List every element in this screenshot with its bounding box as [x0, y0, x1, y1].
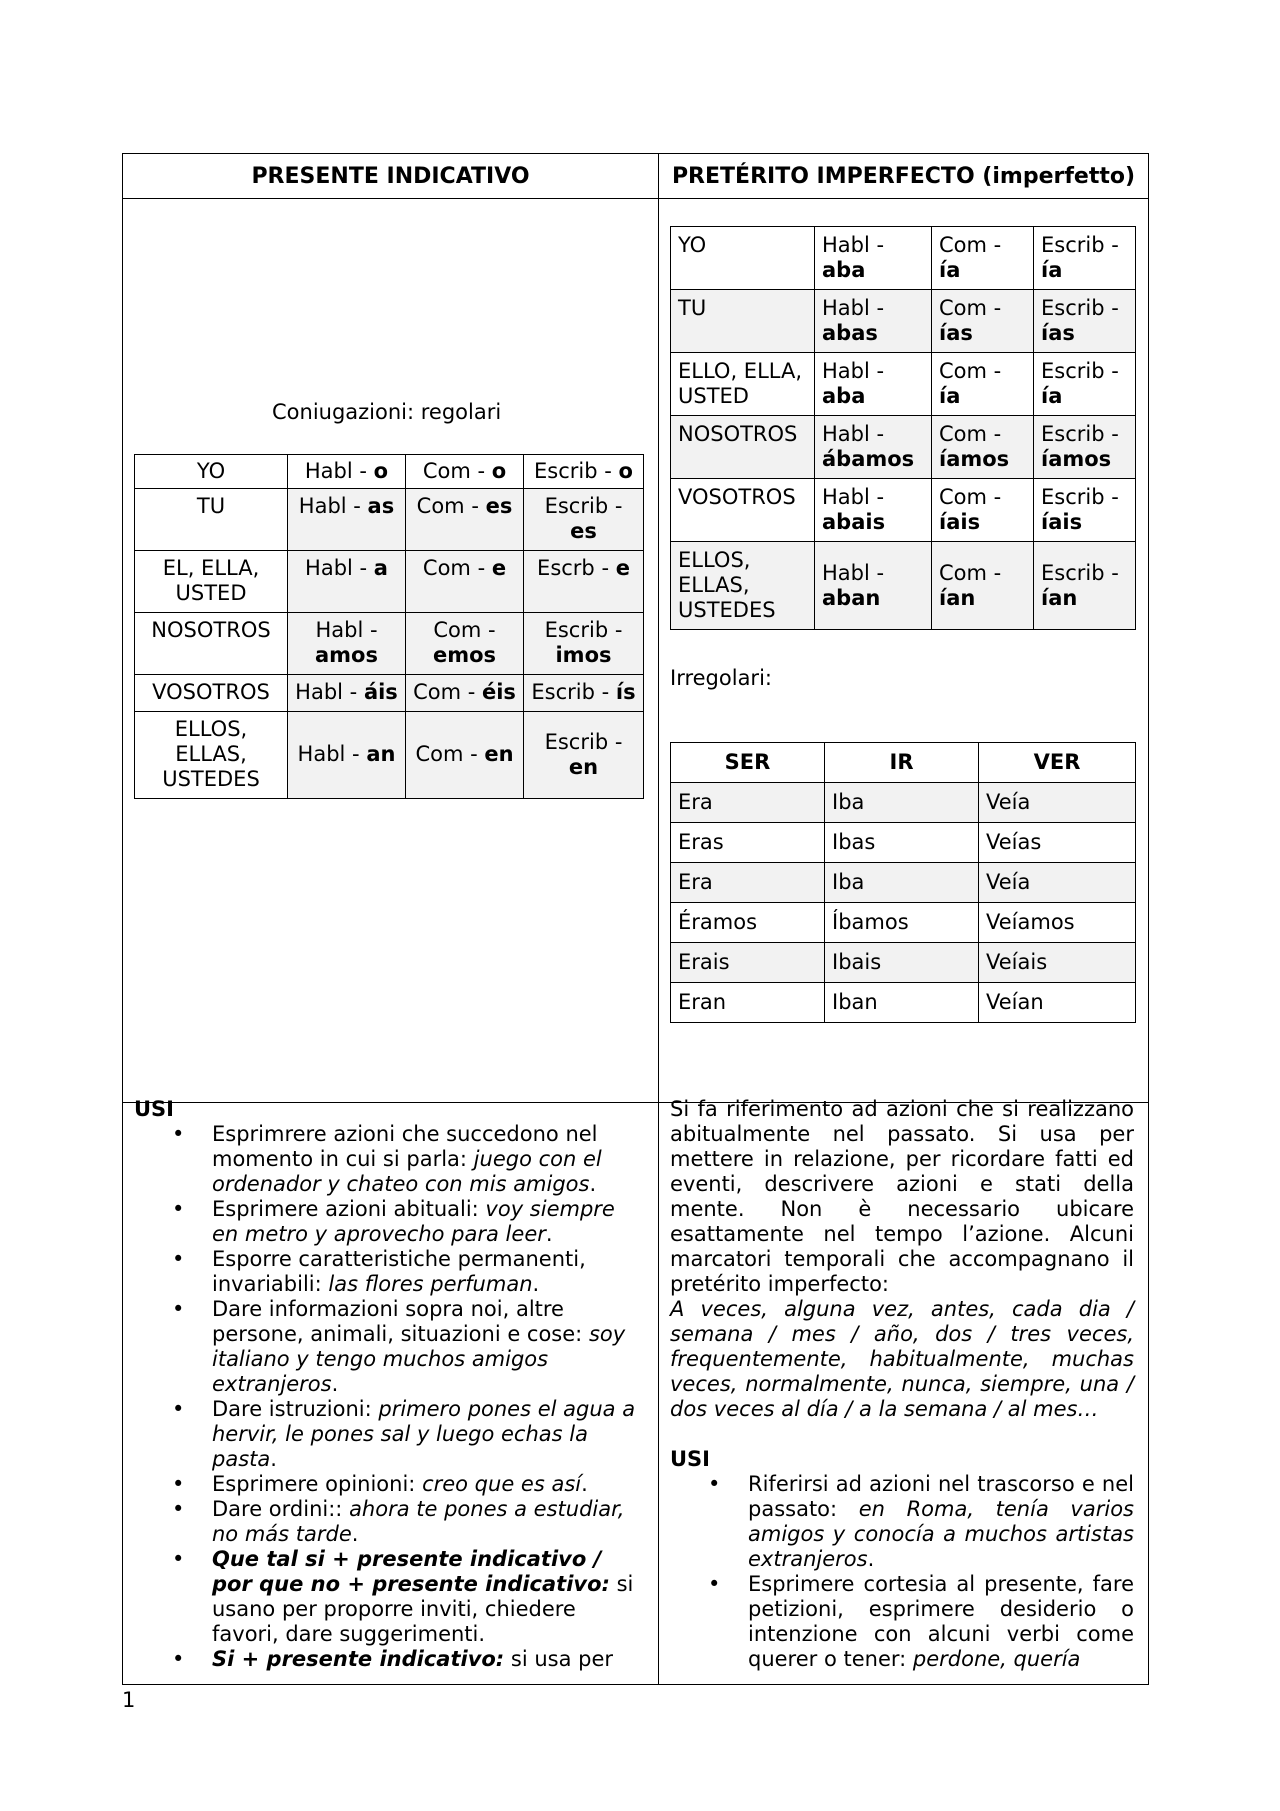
- verb-cell: Com - ías: [932, 290, 1034, 353]
- verb-cell: Com - ía: [932, 353, 1034, 416]
- table-cell: Eran: [671, 983, 825, 1023]
- table-row: [671, 353, 1136, 416]
- person-cell: ELLOS, ELLAS, USTEDES: [671, 542, 815, 630]
- usage-text: Esprimere azioni abituali:: [212, 1197, 486, 1221]
- verb-cell: Escrib - íais: [1034, 479, 1136, 542]
- verb-cell: Habl - aba: [815, 227, 932, 290]
- table-row: [671, 542, 1136, 630]
- table-cell: Ibas: [825, 823, 979, 863]
- column-header: VER: [979, 743, 1136, 783]
- column-header: SER: [671, 743, 825, 783]
- verb-cell: Com - o: [406, 455, 524, 489]
- person-cell: NOSOTROS: [135, 613, 288, 675]
- irregular-verbs-table: [670, 742, 1136, 1023]
- usage-item: [134, 1547, 644, 1647]
- usage-text: primero pones el agua a hervir, le pones sal y luego echas la pasta: [212, 1397, 636, 1471]
- verb-cell: Com - íamos: [932, 416, 1034, 479]
- table-row: [135, 712, 644, 799]
- table-cell: Veía: [979, 863, 1136, 903]
- table-cell: Iban: [825, 983, 979, 1023]
- table-row: [135, 551, 644, 613]
- person-cell: ELLO, ELLA, USTED: [671, 353, 815, 416]
- usage-text: si usa per: [504, 1647, 614, 1671]
- verb-cell: Escrib - ían: [1034, 542, 1136, 630]
- verb-cell: Com - ía: [932, 227, 1034, 290]
- usage-text: Esprimere opinioni:: [212, 1472, 423, 1496]
- table-row: [671, 823, 1136, 863]
- usage-item: [670, 1572, 1134, 1672]
- usage-list: [134, 1122, 644, 1672]
- usage-item: [134, 1297, 644, 1397]
- usage-item: [134, 1497, 644, 1547]
- usage-text: perdone, quería: [912, 1647, 1081, 1671]
- page-number: 1: [122, 1688, 136, 1712]
- table-row: [671, 983, 1136, 1023]
- usage-text: .: [331, 1372, 339, 1396]
- table-row: [135, 489, 644, 551]
- table-row: [671, 863, 1136, 903]
- verb-cell: Com - íais: [932, 479, 1034, 542]
- verb-cell: Escrb - e: [524, 551, 644, 613]
- verb-cell: Escrib - o: [524, 455, 644, 489]
- verb-cell: Habl - áis: [288, 675, 406, 712]
- table-cell: Era: [671, 863, 825, 903]
- verb-cell: Escrib - íamos: [1034, 416, 1136, 479]
- verb-cell: Com - es: [406, 489, 524, 551]
- table-cell: Erais: [671, 943, 825, 983]
- usage-text: Dare ordini::: [212, 1497, 350, 1521]
- person-cell: YO: [135, 455, 288, 489]
- imperfecto-usage-section: [670, 1097, 1134, 1672]
- usage-title: USI: [670, 1447, 710, 1471]
- verb-cell: Habl - abais: [815, 479, 932, 542]
- table-cell: Veían: [979, 983, 1136, 1023]
- presente-usage-section: [134, 1097, 644, 1672]
- table-cell: Veías: [979, 823, 1136, 863]
- verb-cell: Escrib - imos: [524, 613, 644, 675]
- verb-cell: Escrib - ías: [1034, 290, 1136, 353]
- usage-text: Riferirsi ad azioni nel trascorso e nel passato:: [748, 1472, 1134, 1521]
- usage-text: Esprimrere azioni che succedono nel momento in cui si parla:: [212, 1122, 598, 1171]
- table-row: [671, 943, 1136, 983]
- verb-cell: Habl - abas: [815, 290, 932, 353]
- verb-cell: Escrib - en: [524, 712, 644, 799]
- table-cell: Veía: [979, 783, 1136, 823]
- usage-title: USI: [134, 1097, 174, 1121]
- presente-conjugation-table: [134, 454, 644, 799]
- table-cell: Éramos: [671, 903, 825, 943]
- table-cell: Eras: [671, 823, 825, 863]
- usage-text: creo que es así: [422, 1472, 582, 1496]
- table-header-row: [671, 743, 1136, 783]
- verb-cell: Com - éis: [406, 675, 524, 712]
- usage-text: .: [270, 1447, 277, 1471]
- table-cell: Iba: [825, 863, 979, 903]
- table-row: [671, 783, 1136, 823]
- usage-item: [134, 1197, 644, 1247]
- usage-text: Dare istruzioni:: [212, 1397, 379, 1421]
- usage-item: [134, 1247, 644, 1297]
- usage-text: si usano per proporre inviti, chiedere favori, dare suggerimenti.: [212, 1572, 634, 1646]
- table-row: [135, 455, 644, 489]
- usage-text: en Roma, tenía varios amigos y conocía a muchos artistas extranjeros: [748, 1497, 1134, 1571]
- verb-cell: Com - e: [406, 551, 524, 613]
- table-row: [135, 675, 644, 712]
- usage-item: [670, 1472, 1134, 1572]
- header-presente: PRESENTE INDICATIVO: [123, 154, 659, 199]
- usage-text: Que tal si + presente indicativo / por que no + presente indicativo:: [212, 1547, 610, 1596]
- usage-item: [134, 1122, 644, 1197]
- usage-text: voy siempre en metro y aprovecho para leer: [212, 1197, 615, 1246]
- irregular-verbs-label: Irregolari:: [670, 666, 772, 690]
- verb-cell: Com - ían: [932, 542, 1034, 630]
- verb-cell: Escrib - ía: [1034, 227, 1136, 290]
- verb-cell: Escrib - es: [524, 489, 644, 551]
- verb-cell: Com - emos: [406, 613, 524, 675]
- table-row: [135, 613, 644, 675]
- verb-cell: Habl - o: [288, 455, 406, 489]
- spacer: [670, 1422, 1134, 1447]
- table-cell: Veíamos: [979, 903, 1136, 943]
- usage-text: soy italiano y tengo muchos amigos extranjeros: [212, 1322, 626, 1396]
- table-row: [671, 290, 1136, 353]
- usage-text: las flores perfuman: [328, 1272, 533, 1296]
- verb-cell: Habl - ábamos: [815, 416, 932, 479]
- usage-item: [134, 1397, 644, 1472]
- person-cell: EL, ELLA, USTED: [135, 551, 288, 613]
- verb-cell: Com - en: [406, 712, 524, 799]
- table-row: [671, 903, 1136, 943]
- verb-cell: Habl - aban: [815, 542, 932, 630]
- table-cell: Ibais: [825, 943, 979, 983]
- verb-cell: Habl - amos: [288, 613, 406, 675]
- usage-text: .: [351, 1522, 359, 1546]
- person-cell: VOSOTROS: [135, 675, 288, 712]
- imperfecto-conjugation-table: [670, 226, 1136, 630]
- person-cell: VOSOTROS: [671, 479, 815, 542]
- person-cell: NOSOTROS: [671, 416, 815, 479]
- usage-text: .: [581, 1472, 588, 1496]
- usage-text: .: [532, 1272, 540, 1296]
- usage-item: [134, 1472, 644, 1497]
- table-cell: Íbamos: [825, 903, 979, 943]
- table-row: [671, 479, 1136, 542]
- usage-text: Esprimere cortesia al presente, fare petizioni, esprimere desiderio o intenzione con alcuni verbi come querer o tener:: [748, 1572, 1134, 1671]
- usage-list: [670, 1472, 1134, 1672]
- imperfecto-intro: Si fa riferimento ad azioni che si realizzano abitualmente nel passato. Si usa per mettere in relazione, per ricordare fatti ed eventi, descrivere azioni e stati della mente. Non è necessario ubicare esattamente nel tempo l’azione. Alcuni marcatori temporali che accompagnano il pretérito imperfecto:: [670, 1097, 1134, 1296]
- time-markers: A veces, alguna vez, antes, cada dia / semana / mes / año, dos / tres veces, frequentemente, habitualmente, muchas veces, normalmente, nunca, siempre, una / dos veces al día / a la semana / al mes…: [670, 1297, 1134, 1421]
- table-cell: Veíais: [979, 943, 1136, 983]
- column-header: IR: [825, 743, 979, 783]
- person-cell: YO: [671, 227, 815, 290]
- person-cell: TU: [135, 489, 288, 551]
- regular-conjugations-label: Coniugazioni: regolari: [272, 400, 502, 424]
- verb-cell: Escrib - ís: [524, 675, 644, 712]
- usage-text: Esporre caratteristiche permanenti, invariabili:: [212, 1247, 586, 1296]
- table-cell: Iba: [825, 783, 979, 823]
- usage-text: ahora te pones a estudiar, no más tarde: [212, 1497, 625, 1546]
- table-row: [671, 416, 1136, 479]
- verb-cell: Habl - as: [288, 489, 406, 551]
- table-cell: Era: [671, 783, 825, 823]
- verb-cell: Habl - aba: [815, 353, 932, 416]
- verb-cell: Escrib - ía: [1034, 353, 1136, 416]
- header-imperfecto: PRETÉRITO IMPERFECTO (imperfetto): [659, 154, 1149, 199]
- usage-text: Dare informazioni sopra noi, altre persone, animali, situazioni e cose:: [212, 1297, 589, 1346]
- verb-cell: Habl - an: [288, 712, 406, 799]
- usage-text: .: [867, 1547, 875, 1571]
- person-cell: TU: [671, 290, 815, 353]
- usage-text: .: [589, 1172, 597, 1196]
- verb-cell: Habl - a: [288, 551, 406, 613]
- person-cell: ELLOS, ELLAS, USTEDES: [135, 712, 288, 799]
- usage-text: .: [545, 1222, 553, 1246]
- usage-text: Si + presente indicativo:: [212, 1647, 505, 1671]
- usage-item: [134, 1647, 644, 1672]
- usage-text: juego con el ordenador y chateo con mis amigos: [212, 1147, 602, 1196]
- table-row: [671, 227, 1136, 290]
